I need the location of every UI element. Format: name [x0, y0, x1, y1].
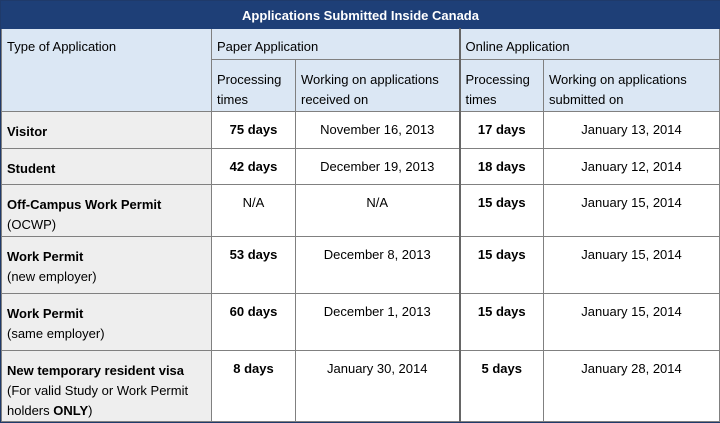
table-row	[2, 185, 720, 237]
online-working-date: January 13, 2014	[544, 112, 720, 149]
table-row	[2, 149, 720, 185]
online-working-date: January 12, 2014	[544, 149, 720, 185]
paper-processing-time: N/A	[212, 185, 296, 237]
header-paper-processing-times: Processing times	[212, 60, 296, 112]
row-label: Work Permit	[7, 306, 84, 321]
row-label: Work Permit	[7, 249, 84, 264]
row-note: (OCWP)	[7, 217, 57, 232]
row-label: Student	[7, 161, 56, 176]
row-note: (new employer)	[7, 269, 97, 284]
online-processing-time: 15 days	[460, 185, 544, 237]
row-label-cell	[2, 185, 212, 237]
paper-working-date: December 19, 2013	[296, 149, 460, 185]
row-label-cell	[2, 294, 212, 351]
processing-times-table	[1, 1, 720, 422]
online-processing-time: 17 days	[460, 112, 544, 149]
online-processing-time: 5 days	[460, 351, 544, 422]
paper-processing-time: 75 days	[212, 112, 296, 149]
header-paper-working-received: Working on applications received on	[296, 60, 460, 112]
row-label-cell	[2, 351, 212, 422]
row-label: Visitor	[7, 124, 48, 139]
paper-processing-time: 53 days	[212, 237, 296, 294]
paper-processing-time: 8 days	[212, 351, 296, 422]
online-working-date: January 15, 2014	[544, 237, 720, 294]
header-online-application: Online Application	[460, 29, 720, 60]
online-working-date: January 15, 2014	[544, 185, 720, 237]
header-online-working-submitted: Working on applications submitted on	[544, 60, 720, 112]
online-working-date: January 15, 2014	[544, 294, 720, 351]
online-processing-time: 18 days	[460, 149, 544, 185]
table-title: Applications Submitted Inside Canada	[2, 2, 720, 29]
row-note-emphasis: ONLY	[53, 403, 89, 418]
table-row	[2, 112, 720, 149]
paper-working-date: December 1, 2013	[296, 294, 460, 351]
paper-working-date: January 30, 2014	[296, 351, 460, 422]
online-working-date: January 28, 2014	[544, 351, 720, 422]
paper-working-date: December 8, 2013	[296, 237, 460, 294]
table-row	[2, 237, 720, 294]
header-paper-application: Paper Application	[212, 29, 460, 60]
paper-working-date: N/A	[296, 185, 460, 237]
table-row	[2, 294, 720, 351]
row-note: (same employer)	[7, 326, 105, 341]
row-label-cell	[2, 149, 212, 185]
paper-working-date: November 16, 2013	[296, 112, 460, 149]
row-label: Off-Campus Work Permit	[7, 197, 162, 212]
header-type-of-application: Type of Application	[2, 29, 212, 112]
row-label-cell	[2, 237, 212, 294]
row-note-end: )	[88, 403, 93, 418]
row-label: New temporary resident visa	[7, 363, 185, 378]
table-row	[2, 351, 720, 422]
online-processing-time: 15 days	[460, 294, 544, 351]
row-label-cell	[2, 112, 212, 149]
paper-processing-time: 42 days	[212, 149, 296, 185]
online-processing-time: 15 days	[460, 237, 544, 294]
row-note: (For valid Study or Work Permit holders	[7, 383, 189, 418]
header-online-processing-times: Processing times	[460, 60, 544, 112]
paper-processing-time: 60 days	[212, 294, 296, 351]
